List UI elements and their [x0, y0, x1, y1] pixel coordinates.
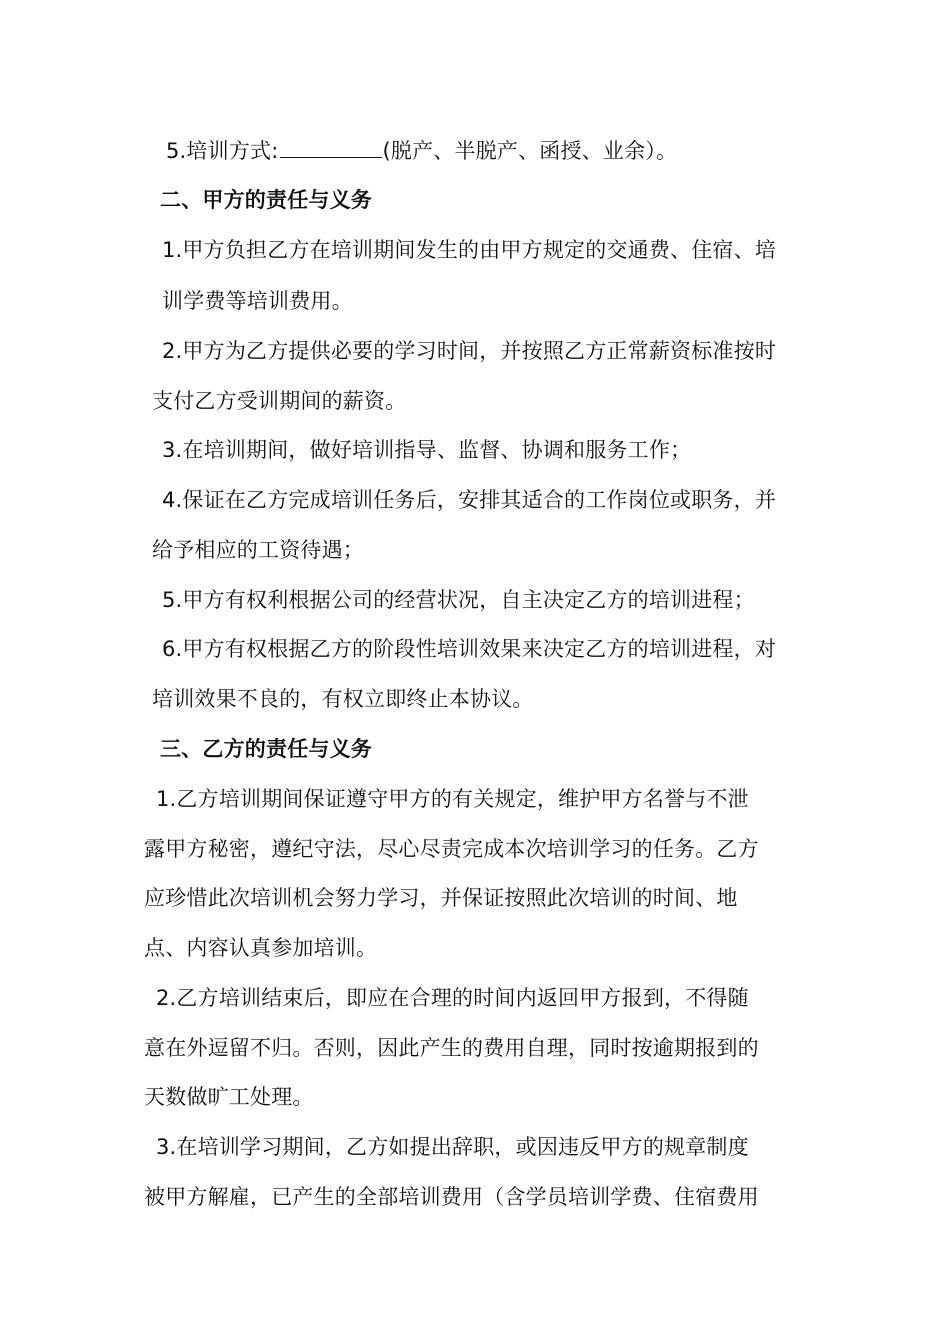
party-b-clause-2-line-2: 意在外逗留不归。否则，因此产生的费用自理，同时按逾期报到的	[144, 1036, 759, 1060]
party-a-clause-6-line-2: 培训效果不良的，有权立即终止本协议。	[152, 687, 534, 711]
party-b-clause-3-line-1: 3.在培训学习期间，乙方如提出辞职，或因违反甲方的规章制度	[156, 1135, 749, 1159]
party-a-clause-4-line-1: 4.保证在乙方完成培训任务后，安排其适合的工作岗位或职务，并	[162, 488, 777, 512]
party-b-clause-1-line-3: 应珍惜此次培训机会努力学习，并保证按照此次培训的时间、地	[144, 886, 738, 910]
party-b-clause-1-line-1: 1.乙方培训期间保证遵守甲方的有关规定，维护甲方名誉与不泄	[156, 787, 749, 811]
training-method-options: (脱产、半脱产、函授、业余）。	[382, 139, 678, 163]
section-heading-party-a: 二、甲方的责任与义务	[160, 188, 372, 212]
party-a-clause-5: 5.甲方有权利根据公司的经营状况，自主决定乙方的培训进程；	[162, 588, 755, 612]
training-method-line	[166, 136, 677, 166]
party-a-clause-1-line-2: 训学费等培训费用。	[162, 289, 353, 313]
party-a-clause-2-line-2: 支付乙方受训期间的薪资。	[152, 389, 407, 413]
party-b-clause-1-line-4: 点、内容认真参加培训。	[144, 936, 378, 960]
party-b-clause-2-line-1: 2.乙方培训结束后，即应在合理的时间内返回甲方报到，不得随	[156, 986, 749, 1010]
party-a-clause-3: 3.在培训期间，做好培训指导、监督、协调和服务工作；	[162, 438, 692, 462]
party-a-clause-6-line-1: 6.甲方有权根据乙方的阶段性培训效果来决定乙方的培训进程，对	[162, 637, 777, 661]
party-a-clause-1-line-1: 1.甲方负担乙方在培训期间发生的由甲方规定的交通费、住宿、培	[162, 238, 777, 262]
party-b-clause-2-line-3: 天数做旷工处理。	[144, 1085, 314, 1109]
party-a-clause-4-line-2: 给予相应的工资待遇；	[152, 538, 364, 562]
party-a-clause-2-line-1: 2.甲方为乙方提供必要的学习时间，并按照乙方正常薪资标准按时	[162, 339, 777, 363]
party-b-clause-1-line-2: 露甲方秘密，遵纪守法，尽心尽责完成本次培训学习的任务。乙方	[144, 837, 759, 861]
party-b-clause-3-line-2: 被甲方解雇，已产生的全部培训费用（含学员培训学费、住宿费用	[144, 1185, 759, 1209]
section-heading-party-b: 三、乙方的责任与义务	[160, 737, 372, 761]
training-method-blank	[280, 137, 382, 158]
training-method-label: 5.培训方式:	[166, 139, 279, 163]
